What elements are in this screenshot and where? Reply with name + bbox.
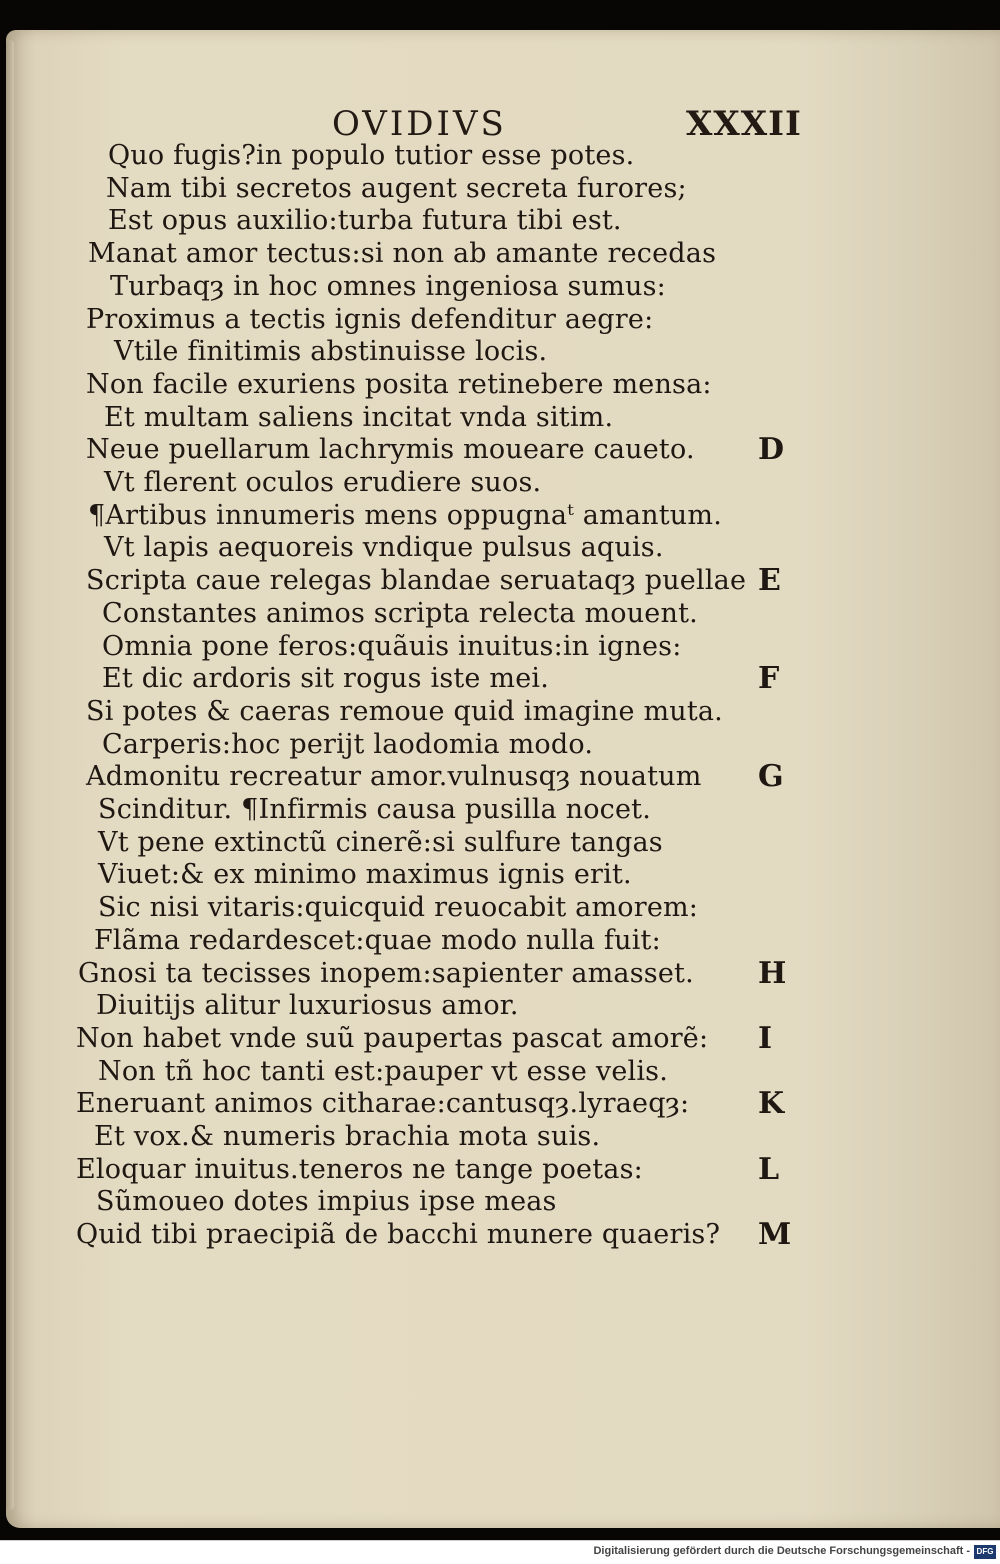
text-line: Quid tibi praecipiã de bacchi munere quaeris?: [76, 1219, 721, 1251]
margin-letter: G: [758, 759, 784, 795]
text-line: ¶Artibus innumeris mens oppugnaᵗ amantum.: [88, 499, 722, 531]
text-line: Neue puellarum lachrymis moueare caueto.: [86, 434, 695, 466]
text-line: Eloquar inuitus.teneros ne tange poetas:: [76, 1153, 643, 1185]
page-gutter-edge: [6, 40, 14, 1510]
running-head-title: OVIDIVS: [332, 104, 507, 144]
text-line: Carperis:hoc periјt laodomia modo.: [102, 728, 594, 760]
text-line: Et multam saliens incitat vnda sitim.: [104, 401, 614, 433]
text-line: Gnosi ta tecisses inopem:sapienter amasset.: [78, 957, 694, 989]
margin-letter: I: [758, 1020, 773, 1056]
text-line: Si potes & caeras remoue quid imagine muta.: [86, 695, 723, 727]
text-line: Est opus auxilio:turba futura tibi est.: [108, 205, 622, 237]
text-line: Sic nisi vitaris:quicquid reuocabit amorem:: [98, 892, 699, 924]
margin-letter: K: [758, 1086, 785, 1122]
text-line: Et dic ardoris sit rogus iste mei.: [102, 663, 549, 695]
text-line: Turbaqȝ in hoc omnes ingeniosa sumus:: [110, 270, 666, 302]
margin-letter: F: [758, 661, 780, 697]
text-line: Et vox.& numeris brachia mota suis.: [94, 1121, 601, 1152]
text-line: Vtile finitimis abstinuisse locis.: [114, 336, 548, 368]
text-line: Manat amor tectus:si non ab amante recedas: [88, 238, 717, 270]
text-line: Viuet:& ex minimo maximus ignis erit.: [98, 859, 632, 891]
text-line: Nam tibi secretos augent secreta furores;: [106, 172, 687, 204]
margin-letter: L: [758, 1151, 780, 1187]
text-line: Constantes animos scripta relecta mouent.: [102, 597, 698, 629]
funding-credit: Digitalisierung gefördert durch die Deutsche Forschungsgemeinschaft -: [593, 1545, 970, 1557]
text-line: Vt pene extinctũ cinerẽ:si sulfure tangas: [98, 826, 663, 858]
text-line: Quo fugis?in populo tutior esse potes.: [108, 140, 635, 171]
text-line: Vt flerent oculos erudiere suos.: [104, 467, 542, 498]
text-line: Sũmoueo dotes impius ipse meas: [96, 1186, 557, 1218]
margin-letter: H: [758, 955, 787, 991]
dfg-logo: DFG: [974, 1545, 996, 1559]
text-line: Non habet vnde suũ paupertas pascat amorẽ:: [76, 1022, 709, 1054]
text-line: Vt lapis aequoreis vndique pulsus aquis.: [104, 532, 664, 564]
text-line: Scripta caue relegas blandae seruataqȝ puellae: [86, 565, 747, 597]
text-line: Admonitu recreatur amor.vulnusqȝ nouatum: [86, 761, 702, 793]
text-line: Non facile exuriens posita retinebere mensa:: [86, 368, 712, 400]
text-line: Omnia pone feros:quãuis inuitus:in ignes:: [102, 630, 682, 662]
text-line: Flãma redardescet:quae modo nulla fuit:: [94, 924, 661, 956]
text-line: Non tñ hoc tanti est:pauper vt esse velis.: [98, 1055, 669, 1087]
digitization-footer: [0, 1540, 1000, 1564]
text-line: Proximus a tectis ignis defenditur aegre:: [86, 303, 654, 335]
text-line: Scinditur. ¶Infirmis causa pusilla nocet.: [98, 794, 651, 825]
margin-letter: D: [758, 432, 785, 468]
text-line: Diuitijs alitur luxuriosus amor.: [96, 990, 519, 1022]
folio-number: XXXII: [686, 104, 802, 144]
margin-letter: M: [758, 1217, 792, 1253]
margin-letter: E: [758, 563, 781, 599]
text-line: Eneruant animos citharae:cantusqȝ.lyraeqȝ:: [76, 1088, 690, 1120]
